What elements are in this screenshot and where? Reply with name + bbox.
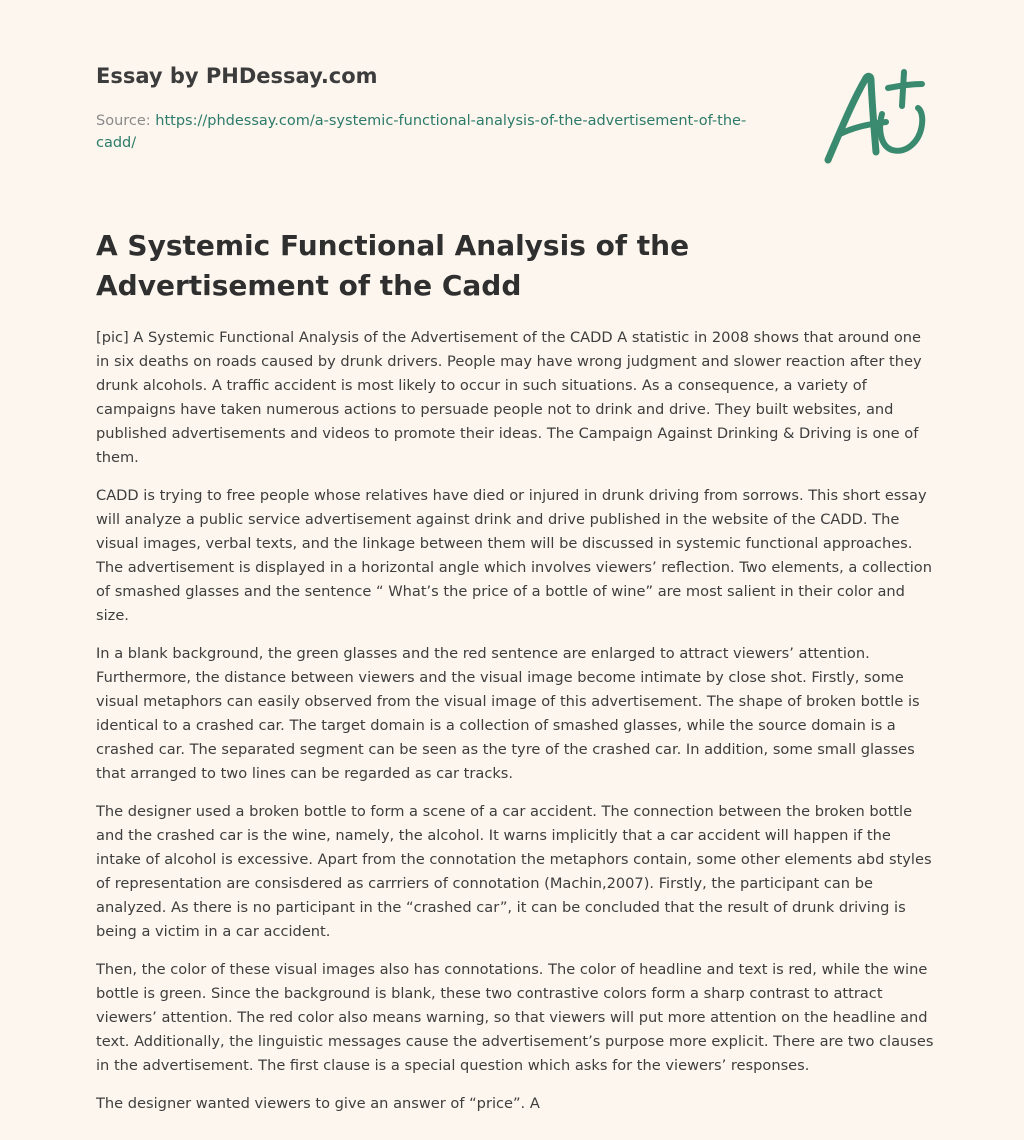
essay-paragraph: The designer wanted viewers to give an answer of “price”. A <box>96 1095 540 1112</box>
source-link[interactable]: https://phdessay.com/a-systemic-functional-analysis-of-the-advertisement-of-the-cadd/ <box>96 113 747 151</box>
a-plus-logo-icon <box>818 66 930 166</box>
source-label: Source: <box>96 113 156 129</box>
essay-body <box>96 326 936 1130</box>
source-line <box>96 110 756 154</box>
essay-paragraph: Then, the color of these visual images also has connotations. The color of headline and text is red, while the wine bottle is green. Since the background is blank, these two contrastive colors form a sharp contrast to attract viewers’ attention. The red color also means warning, so that viewers will put more attention on the headline and text. Additionally, the linguistic messages cause the advertisement’s purpose more explicit. There are two clauses in the advertisement. The first clause is a special question which asks for the viewers’ responses. <box>96 961 934 1074</box>
essay-title: A Systemic Functional Analysis of the Advertisement of the Cadd <box>96 229 690 302</box>
essay-paragraph: CADD is trying to free people whose relatives have died or injured in drunk driving from sorrows. This short essay will analyze a public service advertisement against drink and drive published in the website of the CADD. The visual images, verbal texts, and the linkage between them will be discussed in systemic functional approaches. The advertisement is displayed in a horizontal angle which involves viewers’ reflection. Two elements, a collection of smashed glasses and the sentence “ What’s the price of a bottle of wine” are most salient in their color and size. <box>96 487 932 624</box>
essay-paragraph: In a blank background, the green glasses and the red sentence are enlarged to attract viewers’ attention. Furthermore, the distance between viewers and the visual image become intimate by close shot. Firstly, some visual metaphors can easily observed from the visual image of this advertisement. The shape of broken bottle is identical to a crashed car. The target domain is a collection of smashed glasses, while the source domain is a crashed car. The separated segment can be seen as the tyre of the crashed car. In addition, some small glasses that arranged to two lines can be regarded as car tracks. <box>96 645 920 782</box>
site-title: Essay by PHDessay.com <box>96 64 378 88</box>
essay-paragraph: The designer used a broken bottle to form a scene of a car accident. The connection between the broken bottle and the crashed car is the wine, namely, the alcohol. It warns implicitly that a car accident will happen if the intake of alcohol is excessive. Apart from the connotation the metaphors contain, some other elements abd styles of representation are consisdered as carrriers of connotation (Machin,2007). Firstly, the participant can be analyzed. As there is no participant in the “crashed car”, it can be concluded that the result of drunk driving is being a victim in a car accident. <box>96 803 932 940</box>
essay-paragraph: [pic] A Systemic Functional Analysis of the Advertisement of the CADD A statistic in 2008 shows that around one in six deaths on roads caused by drunk drivers. People may have wrong judgment and slower reaction after they drunk alcohols. A traffic accident is most likely to occur in such situations. As a consequence, a variety of campaigns have taken numerous actions to persuade people not to drink and drive. They built websites, and published advertisements and videos to promote their ideas. The Campaign Against Drinking & Driving is one of them. <box>96 329 922 466</box>
